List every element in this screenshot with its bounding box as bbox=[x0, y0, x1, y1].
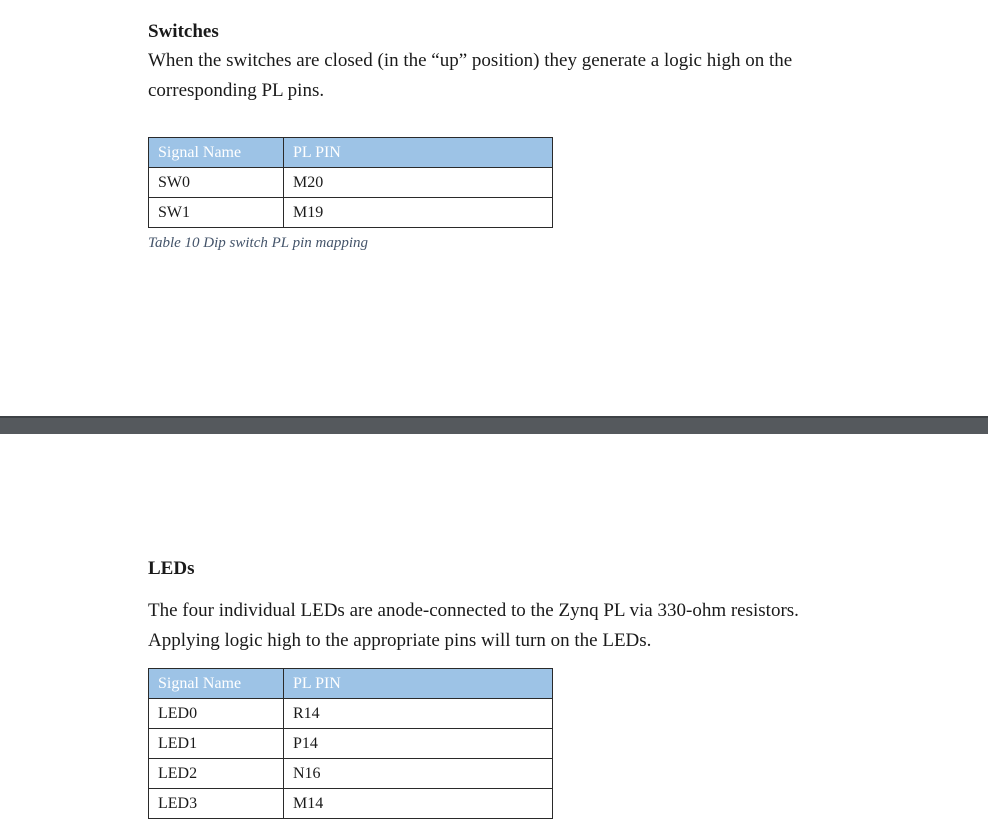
table-row bbox=[149, 168, 553, 198]
leds-paragraph bbox=[148, 596, 868, 656]
page-separator bbox=[0, 416, 988, 434]
header-pl-pin: PL PIN bbox=[284, 669, 553, 699]
switches-heading: Switches bbox=[148, 21, 219, 42]
leds-paragraph-line-2: Applying logic high to the appropriate pins will turn on the LEDs. bbox=[148, 630, 652, 651]
leds-heading: LEDs bbox=[148, 558, 195, 579]
switch-table-caption: Table 10 Dip switch PL pin mapping bbox=[148, 235, 369, 251]
signal-name-cell: LED0 bbox=[149, 699, 284, 729]
pl-pin-cell: M14 bbox=[284, 789, 553, 819]
switches-paragraph bbox=[148, 46, 868, 106]
pl-pin-cell: M19 bbox=[284, 198, 553, 228]
table-row bbox=[149, 759, 553, 789]
led-pin-table bbox=[148, 668, 553, 819]
table-row bbox=[149, 789, 553, 819]
leds-paragraph-line-1: The four individual LEDs are anode-connected to the Zynq PL via 330-ohm resistors. bbox=[148, 600, 799, 621]
signal-name-cell: LED2 bbox=[149, 759, 284, 789]
switch-pin-table bbox=[148, 137, 553, 228]
pl-pin-cell: N16 bbox=[284, 759, 553, 789]
table-row bbox=[149, 198, 553, 228]
switches-paragraph-line-2: corresponding PL pins. bbox=[148, 80, 325, 101]
header-signal-name: Signal Name bbox=[149, 669, 284, 699]
signal-name-cell: SW1 bbox=[149, 198, 284, 228]
header-signal-name: Signal Name bbox=[149, 138, 284, 168]
header-pl-pin: PL PIN bbox=[284, 138, 553, 168]
pl-pin-cell: P14 bbox=[284, 729, 553, 759]
signal-name-cell: LED3 bbox=[149, 789, 284, 819]
table-header-row bbox=[149, 138, 553, 168]
switches-paragraph-line-1: When the switches are closed (in the “up” position) they generate a logic high on the bbox=[148, 50, 793, 71]
table-header-row bbox=[149, 669, 553, 699]
pl-pin-cell: M20 bbox=[284, 168, 553, 198]
document-page-bottom bbox=[0, 434, 988, 829]
pl-pin-cell: R14 bbox=[284, 699, 553, 729]
table-row bbox=[149, 699, 553, 729]
signal-name-cell: LED1 bbox=[149, 729, 284, 759]
table-row bbox=[149, 729, 553, 759]
signal-name-cell: SW0 bbox=[149, 168, 284, 198]
